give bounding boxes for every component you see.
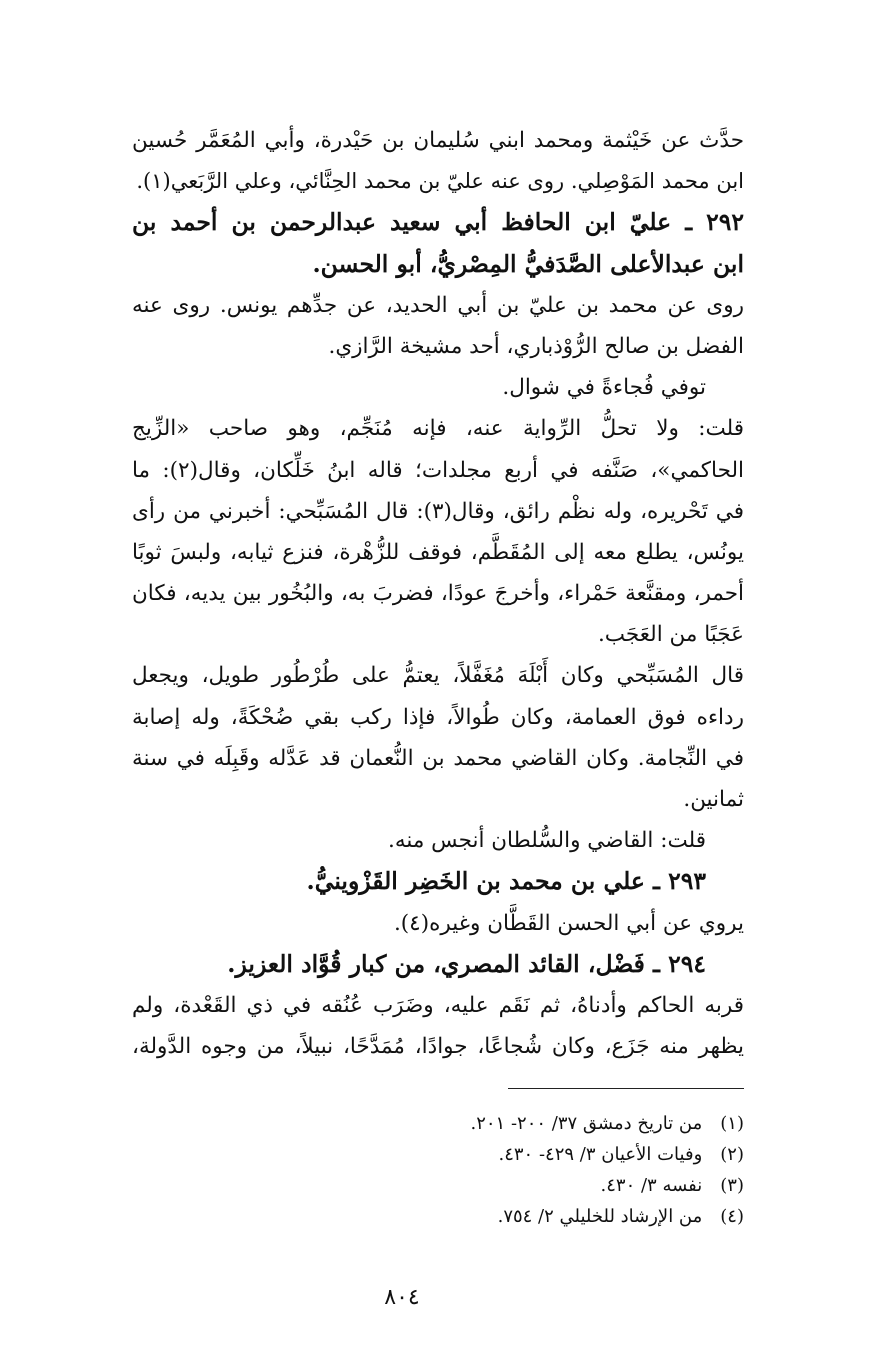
footnote-text: من تاريخ دمشق ٣٧/ ٢٠٠- ٢٠١. xyxy=(470,1113,703,1134)
text-line: عَجَبًا من العَجَب. xyxy=(597,622,744,648)
footnote-list xyxy=(132,1108,744,1232)
footnote-1 xyxy=(132,1108,744,1139)
text-line: يروي عن أبي الحسن القَطَّان وغيره(٤). xyxy=(393,910,744,936)
entry-heading-293: ٢٩٣ ـ علي بن محمد بن الخَضِر القَزْوينيُّ. xyxy=(306,867,706,896)
text-line: في النِّجامة. وكان القاضي محمد بن النُّعمان قد عَدَّله وقَبِلَه في سنة xyxy=(132,745,744,771)
page-number: ٨٠٤ xyxy=(384,1285,420,1310)
footnote-separator-rule xyxy=(508,1088,744,1089)
footnote-3 xyxy=(132,1170,744,1201)
main-text xyxy=(132,120,744,1067)
text-line: يونُس، يطلع معه إلى المُقَطَّم، فوقف للزُّهْرة، فنزع ثيابه، ولبسَ ثوبًا xyxy=(132,539,744,565)
footnote-text: نفسه ٣/ ٤٣٠. xyxy=(600,1175,703,1196)
text-line: يظهر منه جَزَع، وكان شُجاعًا، جوادًا، مُمَدَّحًا، نبيلاً، من وجوه الدَّولة، xyxy=(132,1034,744,1060)
text-line: رداءه فوق العمامة، وكان طُوالاً، فإذا ركب بقي ضُحْكَةً، وله إصابة xyxy=(132,704,744,730)
text-line: قلت: القاضي والسُّلطان أنجس منه. xyxy=(387,828,706,854)
text-line: توفي فُجاءةً في شوال. xyxy=(502,375,706,401)
entry-heading-292-continued: ابن عبدالأعلى الصَّدَفيُّ المِصْريُّ، أبو الحسن. xyxy=(312,249,744,278)
text-line: أحمر، ومقنَّعة حَمْراء، وأخرجَ عودًا، فضربَ به، والبُخُور بين يديه، فكان xyxy=(132,581,744,607)
footnote-4 xyxy=(132,1201,744,1232)
footnote-text: وفيات الأعيان ٣/ ٤٢٩- ٤٣٠. xyxy=(498,1144,703,1165)
text-line: قال المُسَبِّحي وكان أَبْلَهَ مُغَفَّلاً، يعتمُّ على طُرْطُور طويل، ويجعل xyxy=(132,663,744,689)
text-line: في تَحْريره، وله نظْم رائق، وقال(٣): قال المُسَبِّحي: أخبرني من رأى xyxy=(132,498,744,524)
text-line: روى عن محمد بن عليّ بن أبي الحديد، عن جدِّهم يونس. روى عنه xyxy=(132,292,744,318)
text-line: ابن محمد المَوْصِلي. روى عنه عليّ بن محمد الحِنَّائي، وعلي الرَّبَعي(١). xyxy=(136,169,744,194)
text-line: الفضل بن صالح الرُّوْذباري، أحد مشيخة الرَّازي. xyxy=(328,333,744,359)
text-line: حدَّث عن خَيْثمة ومحمد ابني سُليمان بن حَيْدرة، وأبي المُعَمَّر حُسين xyxy=(132,128,744,153)
footnote-number: (١) xyxy=(720,1113,744,1134)
entry-heading-292: ٢٩٢ ـ عليّ ابن الحافظ أبي سعيد عبدالرحمن بن أحمد بن xyxy=(132,208,744,237)
footnote-2 xyxy=(132,1139,744,1170)
footnote-number: (٤) xyxy=(720,1206,744,1227)
footnote-text: من الإرشاد للخليلي ٢/ ٧٥٤. xyxy=(497,1206,703,1227)
footnote-number: (٣) xyxy=(720,1175,744,1196)
text-line: قلت: ولا تحلُّ الرِّواية عنه، فإنه مُنَجِّم، وهو صاحب «الزِّيج xyxy=(132,416,744,442)
text-line: قربه الحاكم وأدناهُ، ثم نَقَم عليه، وضَرَب عُنُقه في ذي القَعْدة، ولم xyxy=(132,992,744,1018)
text-line: الحاكمي»، صَنَّفه في أربع مجلدات؛ قاله ابنُ خَلِّكان، وقال(٢): ما xyxy=(132,457,744,483)
footnote-number: (٢) xyxy=(720,1144,744,1165)
text-line: ثمانين. xyxy=(683,787,744,812)
entry-heading-294: ٢٩٤ ـ فَضْل، القائد المصري، من كبار قُوَّاد العزيز. xyxy=(227,949,706,978)
